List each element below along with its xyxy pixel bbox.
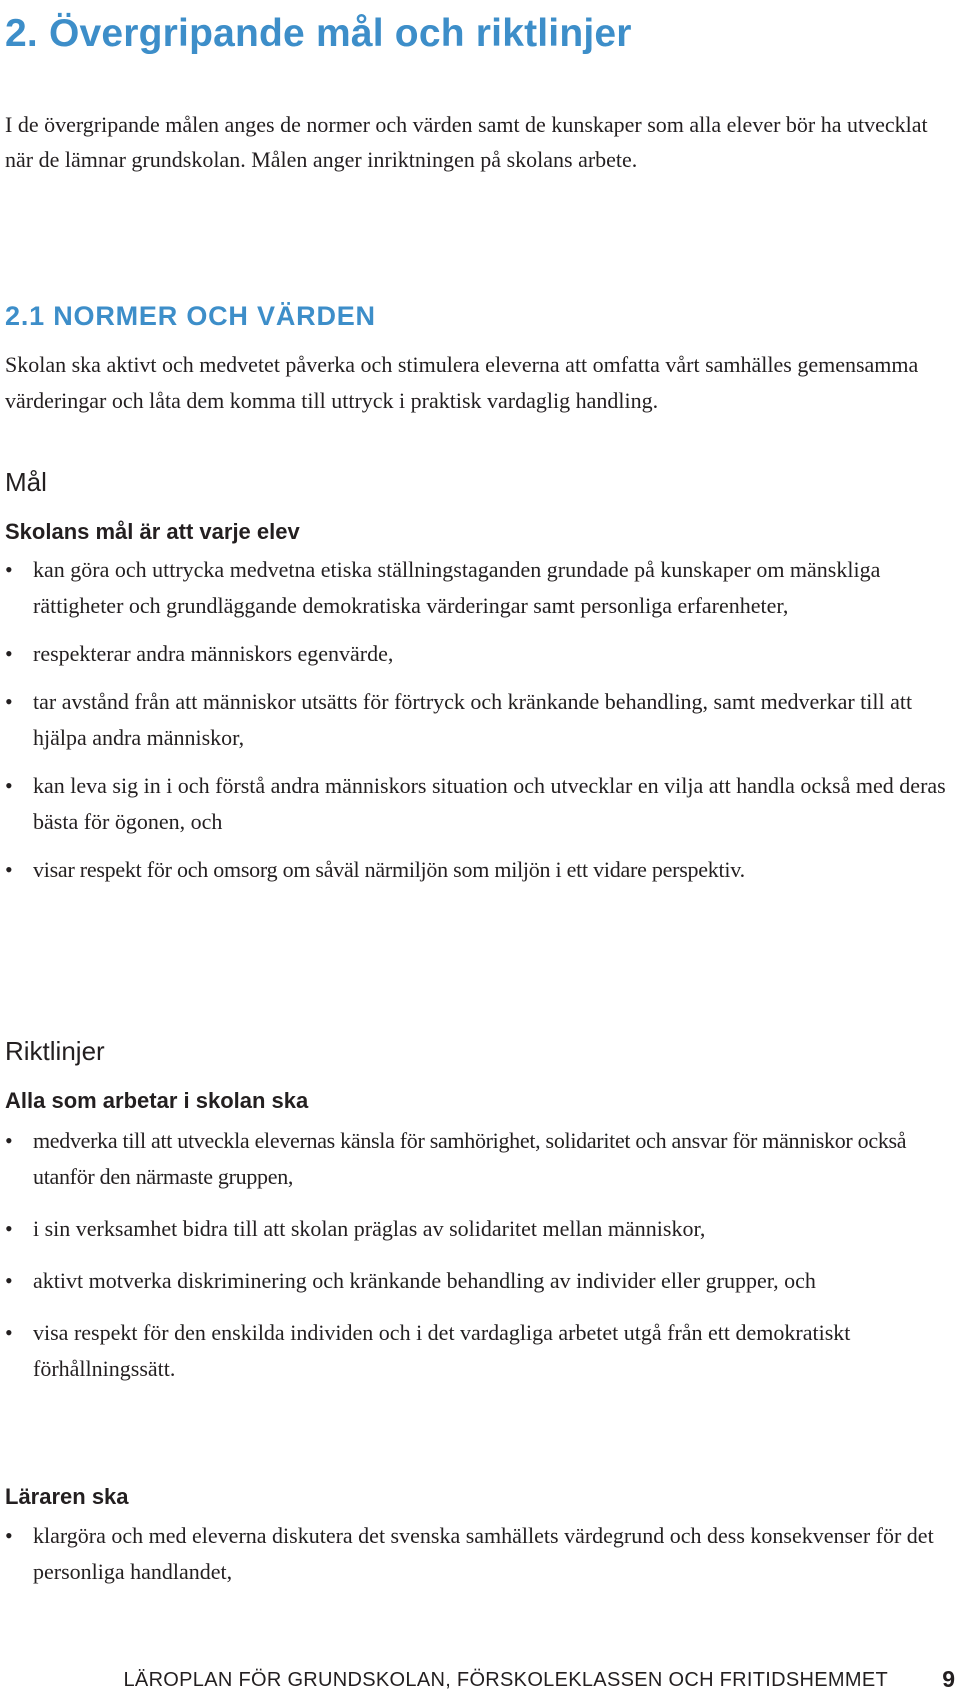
list-item [5,1315,955,1387]
list-item [5,768,955,840]
list-item [5,552,955,624]
bullet-icon: • [5,641,13,666]
bullet-icon: • [5,1320,13,1345]
list-item-text: visar respekt för och omsorg om såväl närmiljön som miljön i ett vidare perspektiv. [33,857,745,882]
list-item-text: aktivt motverka diskriminering och kränkande behandling av individer eller grupper, och [33,1268,816,1293]
bullet-icon: • [5,689,13,714]
section-paragraph: Skolan ska aktivt och medvetet påverka och stimulera eleverna att omfatta vårt samhälles gemensamma värderingar och låta dem komma till uttryck i praktisk vardaglig handling. [5,352,919,413]
page-footer [5,1666,955,1699]
intro-paragraph: I de övergripande målen anges de normer och värden samt de kunskaper som alla elever bör ha utvecklat när de lämnar grundskolan. Målen anger inriktningen på skolans arbete. [5,112,928,172]
guidelines-heading: Riktlinjer [5,1036,105,1066]
guidelines-list [5,1123,955,1387]
list-item [5,1518,955,1590]
document-page [5,0,955,1700]
list-item [5,1263,955,1299]
list-item [5,1211,955,1247]
bullet-icon: • [5,1523,13,1548]
page-number: 9 [942,1666,955,1692]
chapter-heading: 2. Övergripande mål och riktlinjer [5,12,632,55]
bullet-icon: • [5,1216,13,1241]
list-item [5,684,955,756]
bullet-icon: • [5,557,13,582]
list-item-text: visa respekt för den enskilda individen och i det vardagliga arbetet utgå från ett demokratiskt förhållningssätt. [33,1320,851,1381]
bullet-icon: • [5,857,13,882]
list-item [5,636,955,672]
list-item [5,1123,955,1195]
list-item-text: i sin verksamhet bidra till att skolan präglas av solidaritet mellan människor, [33,1216,706,1241]
section-heading: 2.1 NORMER OCH VÄRDEN [5,301,376,331]
list-item [5,852,955,888]
list-item-text: kan leva sig in i och förstå andra människors situation och utvecklar en vilja att handla också med deras bästa för ögonen, och [33,773,946,834]
list-item-text: tar avstånd från att människor utsätts för förtryck och kränkande behandling, samt medverkar till att hjälpa andra människor, [33,689,913,750]
goals-heading: Mål [5,467,47,497]
footer-title: LÄROPLAN FÖR GRUNDSKOLAN, FÖRSKOLEKLASSEN OCH FRITIDSHEMMET [123,1669,888,1691]
bullet-icon: • [5,1268,13,1293]
list-item-text: medverka till att utveckla elevernas känsla för samhörighet, solidaritet och ansvar för människor också utanför den närmaste gruppen, [33,1128,907,1189]
list-item-text: respekterar andra människors egenvärde, [33,641,394,666]
bullet-icon: • [5,1128,13,1153]
bullet-icon: • [5,773,13,798]
teacher-subheading: Läraren ska [5,1484,129,1509]
teacher-list [5,1518,955,1590]
list-item-text: klargöra och med eleverna diskutera det svenska samhällets värdegrund och dess konsekvenser för det personliga handlandet, [33,1523,934,1584]
list-item-text: kan göra och uttrycka medvetna etiska ställningstaganden grundade på kunskaper om mänskliga rättigheter och grundläggande demokratiska värderingar samt personliga erfarenheter, [33,557,881,618]
goals-subheading: Skolans mål är att varje elev [5,519,300,544]
goals-list [5,552,955,888]
guidelines-subheading: Alla som arbetar i skolan ska [5,1088,309,1113]
